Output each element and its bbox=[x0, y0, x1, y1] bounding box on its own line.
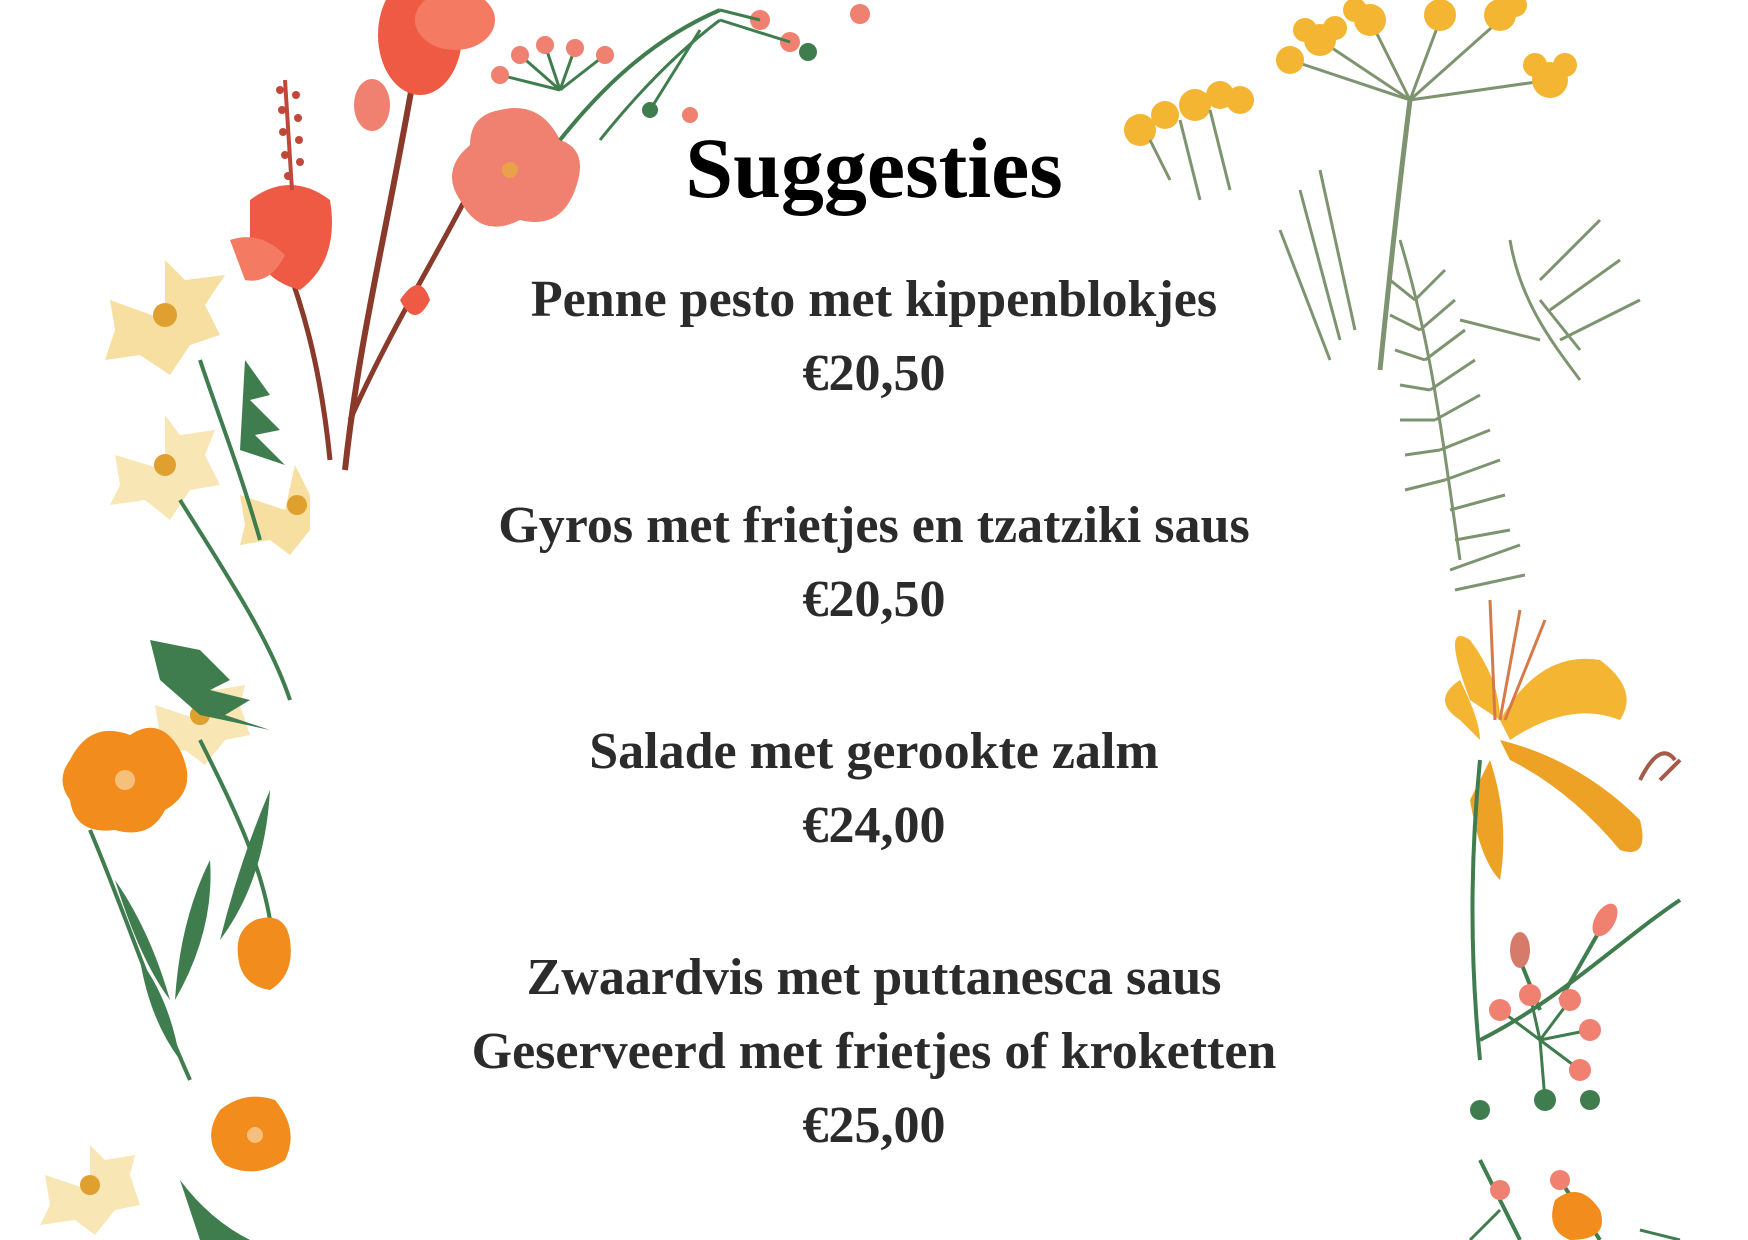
coral-bud-icon bbox=[491, 4, 870, 123]
menu-item-price: €24,00 bbox=[802, 797, 946, 854]
page-title: Suggesties bbox=[685, 120, 1063, 216]
menu-item-price: €25,00 bbox=[802, 1097, 946, 1154]
menu-item-price: €20,50 bbox=[802, 571, 946, 628]
menu-item-note: Geserveerd met frietjes of kroketten bbox=[471, 1023, 1277, 1080]
menu-item-name: Gyros met frietjes en tzatziki saus bbox=[498, 497, 1250, 554]
menu-item-name: Zwaardvis met puttanesca saus bbox=[526, 949, 1222, 1006]
menu-item-price: €20,50 bbox=[802, 345, 946, 402]
menu-item-name: Salade met gerookte zalm bbox=[589, 723, 1159, 780]
menu-item-name: Penne pesto met kippenblokjes bbox=[530, 271, 1218, 328]
